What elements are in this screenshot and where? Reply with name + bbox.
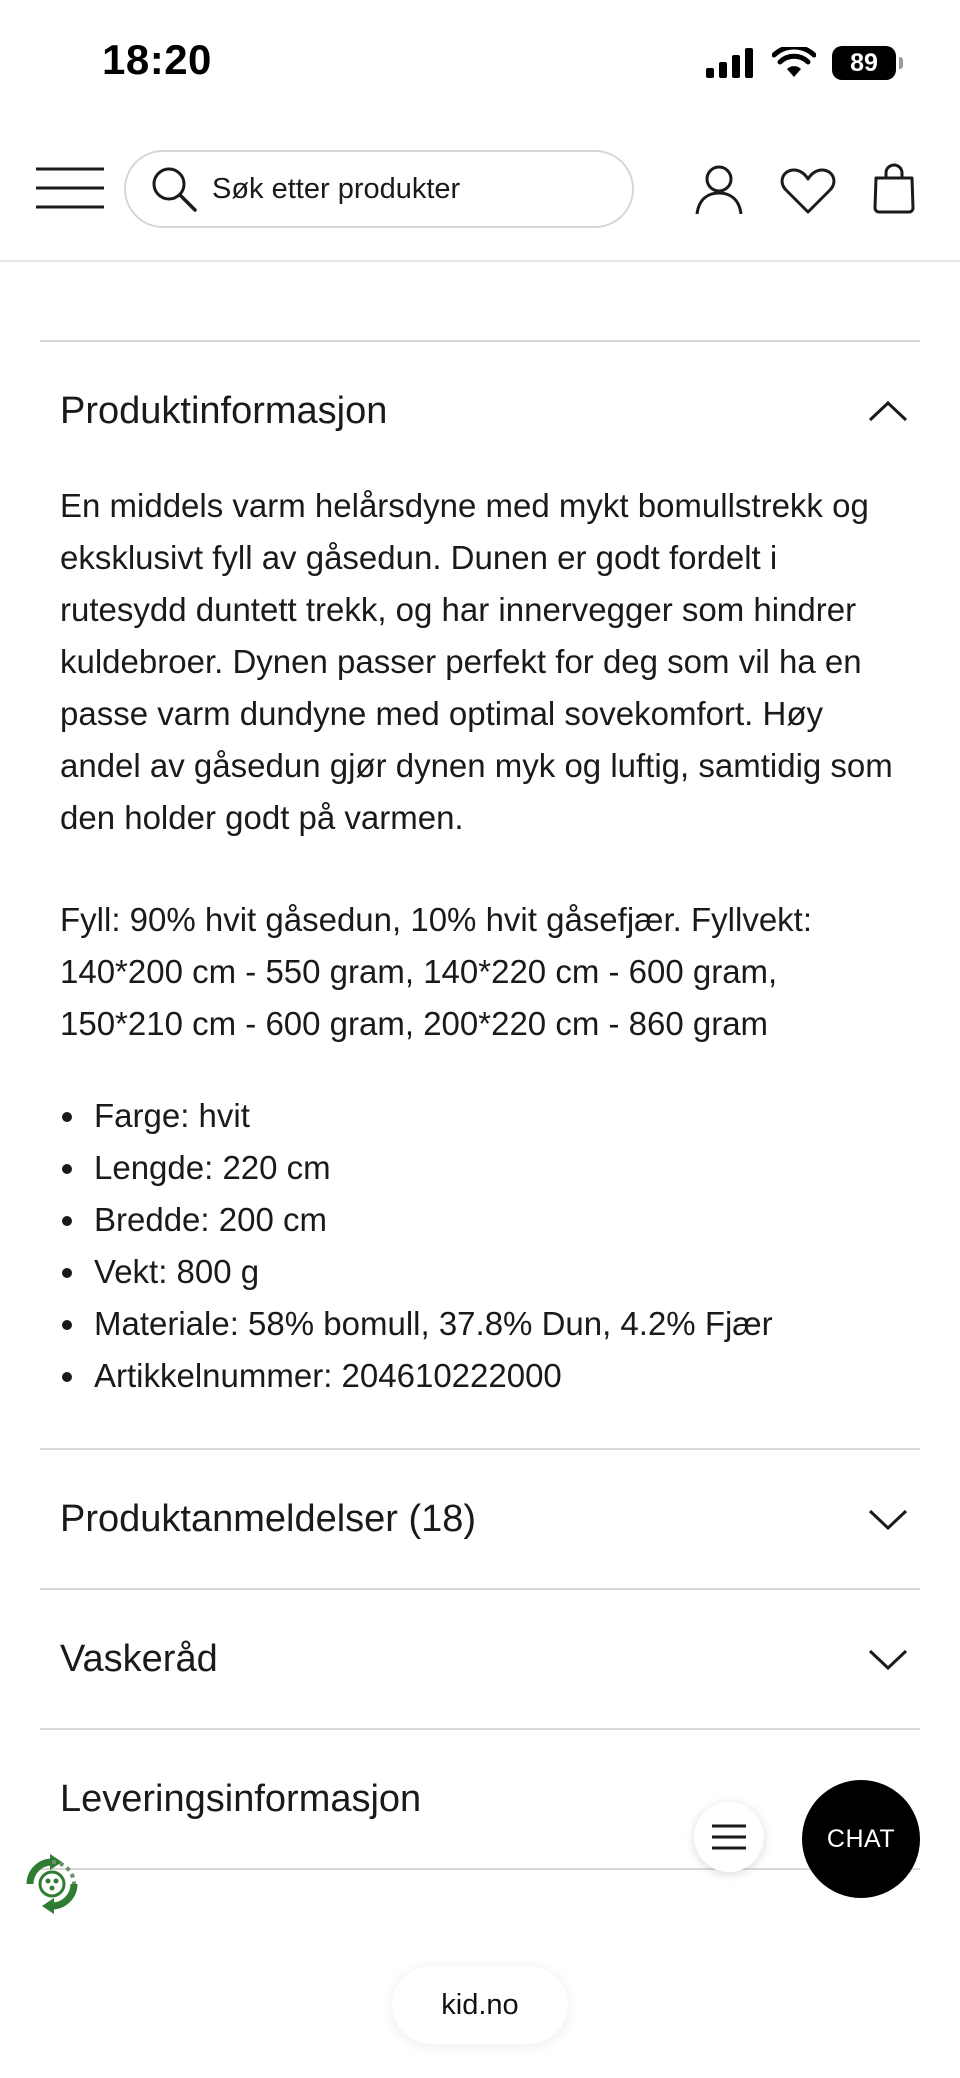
list-menu-icon: [712, 1823, 746, 1851]
spec-item: Bredde: 200 cm: [60, 1194, 900, 1246]
wifi-icon: [772, 47, 816, 79]
product-description: En middels varm helårsdyne med mykt bomullstrekk og eksklusivt fyll av gåsedun. Dunen er godt fordelt i rutesydd duntett trekk, og har innervegger som hindrer kuldebroer. Dynen passer perfekt for deg som vil ha en passe varm dundyne med optimal sovekomfort. Høy andel av gåsedun gjør dynen myk og luftig, samtidig som den holder godt på varmen.: [60, 487, 893, 836]
cart-bag-icon[interactable]: [872, 162, 916, 214]
spec-item: Farge: hvit: [60, 1090, 900, 1142]
chat-button[interactable]: [802, 1780, 920, 1898]
battery-level: 89: [850, 48, 878, 77]
chevron-up-icon: [868, 400, 908, 422]
accordion-product-info[interactable]: [40, 342, 920, 480]
spec-list: [60, 1090, 900, 1448]
account-icon[interactable]: [694, 164, 744, 216]
accordion-title: Produktinformasjon: [60, 389, 388, 432]
accordion-title: Produktanmeldelser (18): [60, 1497, 477, 1540]
wishlist-heart-icon[interactable]: [780, 168, 836, 214]
spec-item: Vekt: 800 g: [60, 1246, 900, 1298]
accordion-care[interactable]: [40, 1590, 920, 1728]
search-input[interactable]: [124, 150, 634, 228]
domain-text: kid.no: [441, 1988, 519, 2021]
battery-icon: [832, 46, 896, 80]
accordion-title: Leveringsinformasjon: [60, 1777, 422, 1820]
hamburger-menu-icon[interactable]: [36, 166, 104, 210]
status-bar: [0, 0, 960, 128]
search-icon: [150, 165, 198, 213]
browser-domain-pill[interactable]: [392, 1966, 568, 2044]
product-details: [40, 262, 920, 1870]
chevron-down-icon: [868, 1508, 908, 1530]
chevron-down-icon: [868, 1648, 908, 1670]
status-icons: [706, 46, 896, 80]
accordion-title: Vaskeråd: [60, 1637, 218, 1680]
search-placeholder: Søk etter produkter: [212, 172, 461, 205]
accordion-reviews[interactable]: [40, 1450, 920, 1588]
divider: [40, 1868, 920, 1870]
recycle-badge-icon[interactable]: [16, 1848, 88, 1920]
floating-menu-button[interactable]: [694, 1802, 764, 1872]
cellular-signal-icon: [706, 48, 756, 78]
spec-item: Lengde: 220 cm: [60, 1142, 900, 1194]
chat-label: CHAT: [826, 1824, 896, 1853]
product-info-body: [40, 480, 920, 1448]
site-header: [0, 128, 960, 262]
spec-item: Materiale: 58% bomull, 37.8% Dun, 4.2% Fjær: [60, 1298, 900, 1350]
status-time: 18:20: [102, 36, 212, 83]
accordion-delivery[interactable]: [40, 1730, 920, 1868]
spec-item: Artikkelnummer: 204610222000: [60, 1350, 900, 1402]
fill-info: Fyll: 90% hvit gåsedun, 10% hvit gåsefjær. Fyllvekt: 140*200 cm - 550 gram, 140*220 cm - 600 gram, 150*210 cm - 600 gram, 200*220 cm - 860 gram: [60, 901, 813, 1042]
